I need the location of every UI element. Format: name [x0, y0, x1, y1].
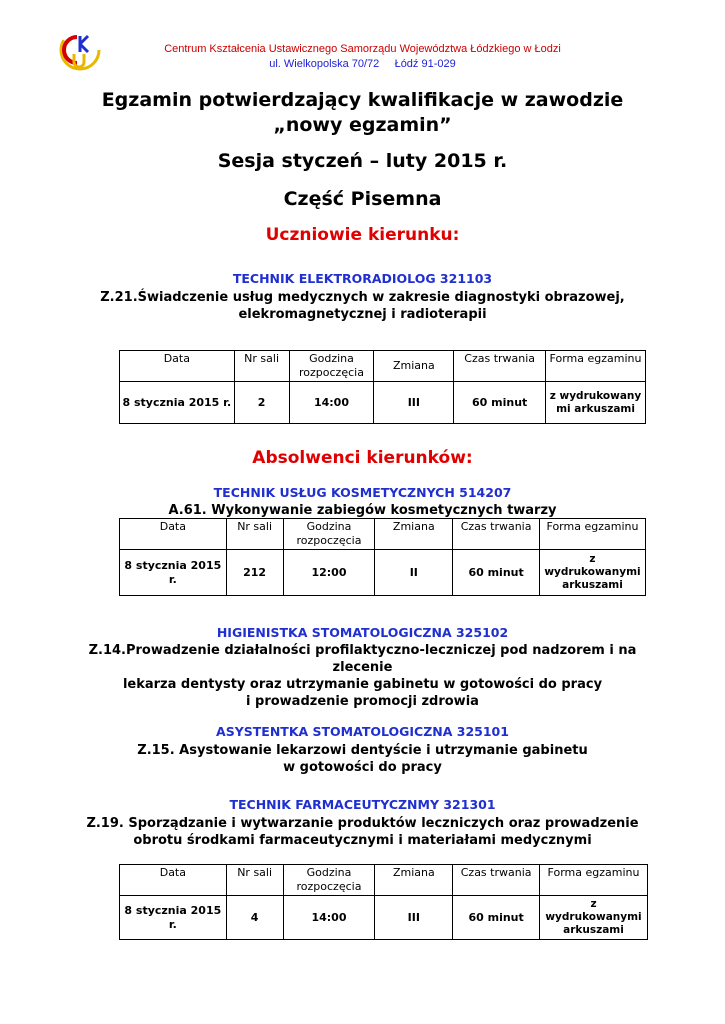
profession-dental-hygienist: HIGIENISTKA STOMATOLOGICZNA 325102 [216, 625, 509, 640]
profession-pharmacy-technician: TECHNIK FARMACEUTYCZNMY 321301 [229, 797, 496, 812]
cku-logo-icon [58, 28, 102, 72]
qualification-line: obrotu środkami farmaceutycznymi i materiałami medycznymi [133, 833, 592, 848]
col-date: Data [120, 865, 227, 896]
col-room: Nr sali [226, 519, 283, 550]
qualification-line: zlecenie [332, 660, 393, 675]
col-start-time: Godzina rozpoczęcia [283, 519, 375, 550]
cell-duration: 60 minut [453, 550, 540, 596]
session-title: Sesja styczeń – luty 2015 r. [217, 150, 508, 172]
col-shift: Zmiana [374, 351, 454, 382]
col-form: Forma egzaminu [546, 351, 646, 382]
col-duration: Czas trwania [453, 865, 540, 896]
profession-cosmetics: TECHNIK USŁUG KOSMETYCZNYCH 514207 [213, 485, 512, 500]
table-row [120, 550, 646, 596]
qualification-z14 [40, 642, 685, 710]
cell-duration: 60 minut [454, 382, 546, 424]
schedule-table-1 [119, 350, 646, 424]
cell-shift: II [375, 550, 453, 596]
students-heading: Uczniowie kierunku: [265, 225, 460, 245]
qualification-a61: A.61. Wykonywanie zabiegów kosmetycznych twarzy [168, 503, 557, 518]
cell-room: 212 [226, 550, 283, 596]
qualification-line: w gotowości do pracy [283, 760, 442, 775]
col-shift: Zmiana [375, 519, 453, 550]
profession-electroradiology: TECHNIK ELEKTRORADIOLOG 321103 [232, 271, 493, 286]
cell-form: z wydrukowanymi arkuszami [540, 896, 648, 940]
institution-header [110, 42, 615, 72]
col-form: Forma egzaminu [539, 519, 645, 550]
col-date: Data [120, 519, 227, 550]
col-shift: Zmiana [375, 865, 453, 896]
table-header-row [120, 519, 646, 550]
qualification-line: lekarza dentysty oraz utrzymanie gabinetu w gotowości do pracy [122, 677, 603, 692]
part-title: Część Pisemna [283, 188, 442, 210]
cell-start-time: 12:00 [283, 550, 375, 596]
schedule-table-3 [119, 864, 648, 940]
qualification-line: Z.21.Świadczenie usług medycznych w zakresie diagnostyki obrazowej, [100, 290, 625, 305]
qualification-z19 [40, 815, 685, 849]
table-header-row [120, 351, 646, 382]
page-title [40, 88, 685, 138]
qualification-line: Z.14.Prowadzenie działalności profilaktyczno-leczniczej pod nadzorem i na [88, 643, 637, 658]
col-room: Nr sali [226, 865, 283, 896]
qualification-z15 [40, 742, 685, 776]
institution-address: ul. Wielkopolska 70/72 Łódź 91-029 [269, 58, 456, 70]
cell-room: 4 [226, 896, 283, 940]
qualification-line: i prowadzenie promocji zdrowia [246, 694, 479, 709]
cell-start-time: 14:00 [283, 896, 375, 940]
col-date: Data [120, 351, 235, 382]
table-row [120, 896, 648, 940]
col-start-time: Godzina rozpoczęcia [289, 351, 374, 382]
cell-form: z wydrukowany mi arkuszami [546, 382, 646, 424]
cell-start-time: 14:00 [289, 382, 374, 424]
title-line2: „nowy egzamin” [273, 114, 452, 136]
qualification-line: elekromagnetycznej i radioterapii [238, 307, 487, 322]
cell-shift: III [375, 896, 453, 940]
col-duration: Czas trwania [453, 519, 540, 550]
cell-date: 8 stycznia 2015 r. [120, 550, 227, 596]
cell-shift: III [374, 382, 454, 424]
qualification-z21 [40, 289, 685, 323]
cell-duration: 60 minut [453, 896, 540, 940]
qualification-line: Z.15. Asystowanie lekarzowi dentyście i utrzymanie gabinetu [137, 743, 588, 758]
schedule-table-2 [119, 518, 646, 596]
institution-name: Centrum Kształcenia Ustawicznego Samorządu Województwa Łódzkiego w Łodzi [164, 43, 561, 55]
col-start-time: Godzina rozpoczęcia [283, 865, 375, 896]
table-row [120, 382, 646, 424]
col-form: Forma egzaminu [540, 865, 648, 896]
cell-room: 2 [234, 382, 289, 424]
cell-date: 8 stycznia 2015 r. [120, 896, 227, 940]
col-duration: Czas trwania [454, 351, 546, 382]
cell-date: 8 stycznia 2015 r. [120, 382, 235, 424]
title-line1: Egzamin potwierdzający kwalifikacje w zawodzie [101, 89, 624, 111]
qualification-line: Z.19. Sporządzanie i wytwarzanie produktów leczniczych oraz prowadzenie [86, 816, 639, 831]
profession-dental-assistant: ASYSTENTKA STOMATOLOGICZNA 325101 [216, 724, 509, 739]
cell-form: z wydrukowanymi arkuszami [539, 550, 645, 596]
table-header-row [120, 865, 648, 896]
graduates-heading: Absolwenci kierunków: [252, 448, 473, 468]
col-room: Nr sali [234, 351, 289, 382]
